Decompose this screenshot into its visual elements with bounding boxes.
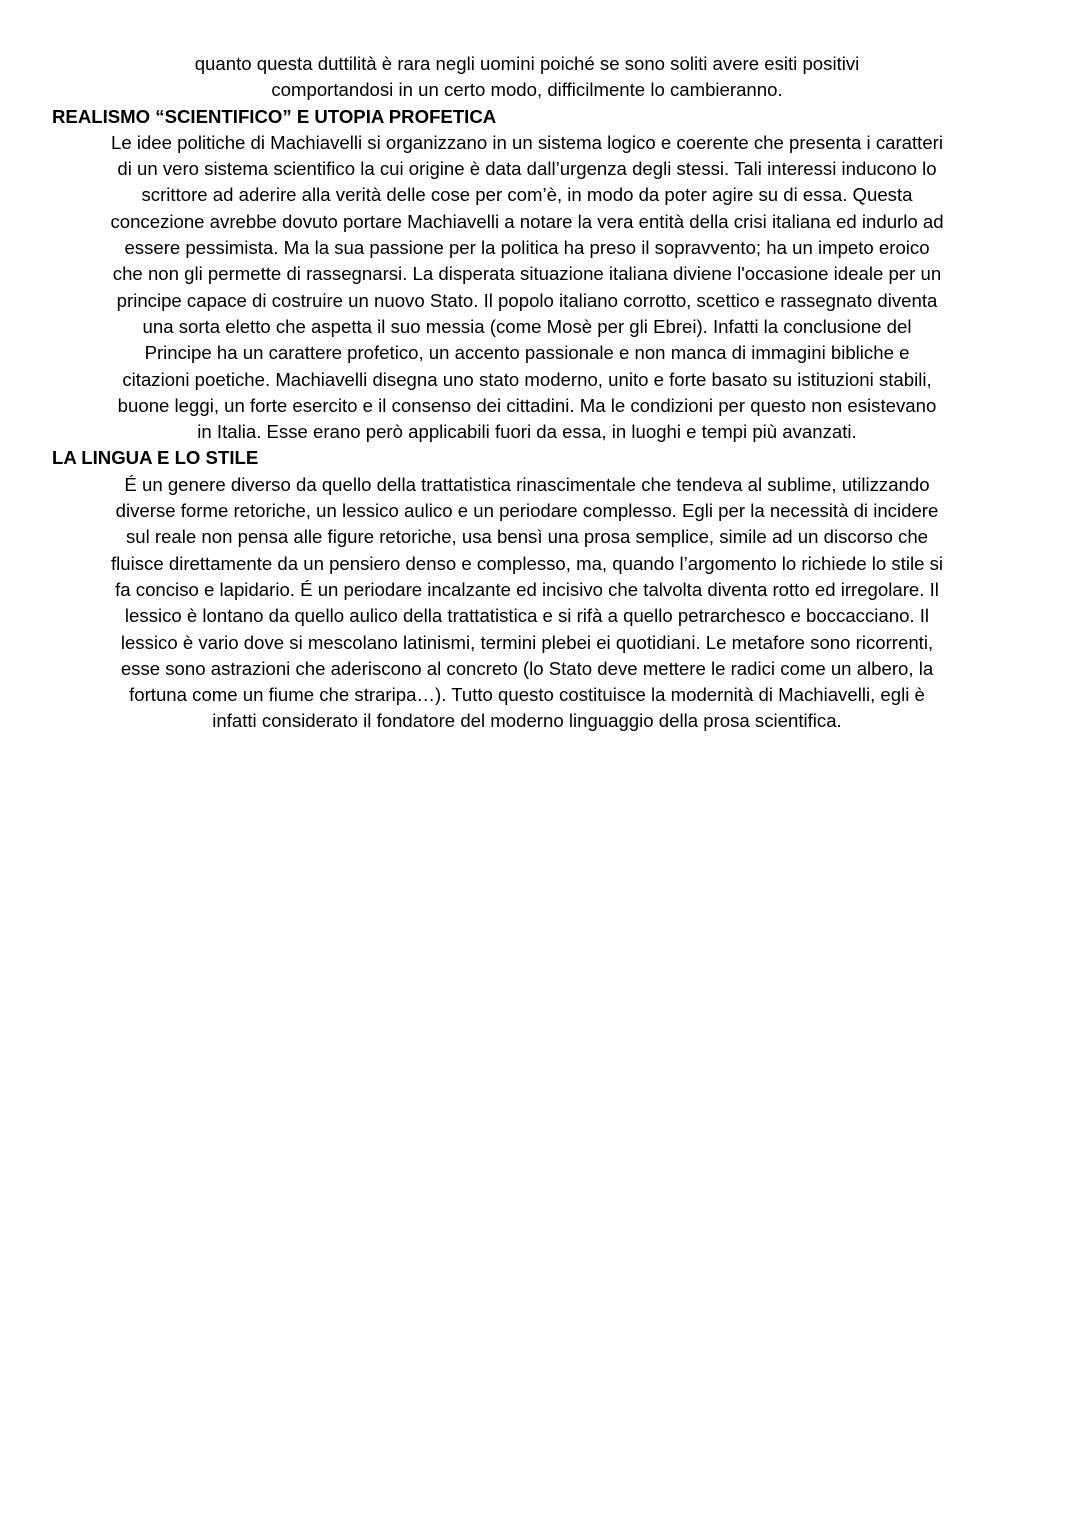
intro-line: quanto questa duttilità è rara negli uomini poiché se sono soliti avere esiti positivi — [194, 53, 860, 74]
paragraph-line: lessico è vario dove si mescolano latinismi, termini plebei ei quotidiani. Le metafore sono ricorrenti, — [120, 631, 934, 653]
paragraph-line: buone leggi, un forte esercito e il consenso dei cittadini. Ma le condizioni per questo non esistevano — [117, 394, 937, 416]
paragraph-line: che non gli permette di rassegnarsi. La disperata situazione italiana diviene l'occasione ideale per un — [112, 263, 942, 285]
section-lingua-stile — [52, 445, 1002, 734]
paragraph-line: principe capace di costruire un nuovo Stato. Il popolo italiano corrotto, scettico e rassegnato diventa — [116, 289, 938, 311]
paragraph-line: diverse forme retoriche, un lessico aulico e un periodare complesso. Egli per la necessità di incidere — [115, 500, 939, 522]
paragraph-line: fa conciso e lapidario. É un periodare incalzante ed incisivo che talvolta diventa rotto ed irregolare. Il — [115, 578, 939, 600]
paragraph-line: scrittore ad aderire alla verità delle cose per com’è, in modo da poter agire su di essa. Questa — [141, 184, 913, 206]
paragraph-line: essere pessimista. Ma la sua passione per la politica ha preso il sopravvento; ha un impeto eroico — [124, 237, 930, 259]
paragraph-line: sul reale non pensa alle figure retoriche, usa bensì una prosa semplice, simile ad un discorso che — [125, 526, 929, 548]
paragraph-line: concezione avrebbe dovuto portare Machiavelli a notare la vera entità della crisi italiana ed indurlo ad — [110, 210, 944, 232]
intro-line: comportandosi in un certo modo, difficilmente lo cambieranno. — [271, 79, 783, 101]
document-body — [52, 51, 1002, 735]
section-heading: LA LINGUA E LO STILE — [52, 447, 259, 469]
paragraph-line: fluisce direttamente da un pensiero denso e complesso, ma, quando l’argomento lo richiede lo stile si — [110, 552, 944, 574]
section-heading: REALISMO “SCIENTIFICO” E UTOPIA PROFETICA — [52, 105, 497, 127]
paragraph-line: citazioni poetiche. Machiavelli disegna uno stato moderno, unito e forte basato su istituzioni stabili, — [122, 368, 932, 390]
paragraph-line: in Italia. Esse erano però applicabili fuori da essa, in luoghi e tempi più avanzati. — [197, 421, 857, 443]
paragraph-line: una sorta eletto che aspetta il suo messia (come Mosè per gli Ebrei). Infatti la conclusione del — [142, 315, 912, 337]
paragraph-line: lessico è lontano da quello aulico della trattatistica e si rifà a quello petrarchesco e boccacciano. Il — [124, 605, 930, 627]
paragraph-line: infatti considerato il fondatore del moderno linguaggio della prosa scientifica. — [212, 710, 842, 732]
paragraph-line: fortuna come un fiume che straripa…). Tutto questo costituisce la modernità di Machiavelli, egli è — [129, 684, 925, 706]
paragraph-line: É un genere diverso da quello della trattatistica rinascimentale che tendeva al sublime, utilizzando — [124, 473, 930, 495]
paragraph-line: esse sono astrazioni che aderiscono al concreto (lo Stato deve mettere le radici come un albero, la — [120, 657, 934, 679]
paragraph-line: di un vero sistema scientifico la cui origine è data dall’urgenza degli stessi. Tali interessi inducono lo — [117, 158, 937, 180]
paragraph-line: Le idee politiche di Machiavelli si organizzano in un sistema logico e coerente che presenta i caratteri — [110, 131, 944, 153]
paragraph-line: Principe ha un carattere profetico, un accento passionale e non manca di immagini bibliche e — [144, 342, 910, 364]
section-realismo — [52, 104, 1002, 446]
